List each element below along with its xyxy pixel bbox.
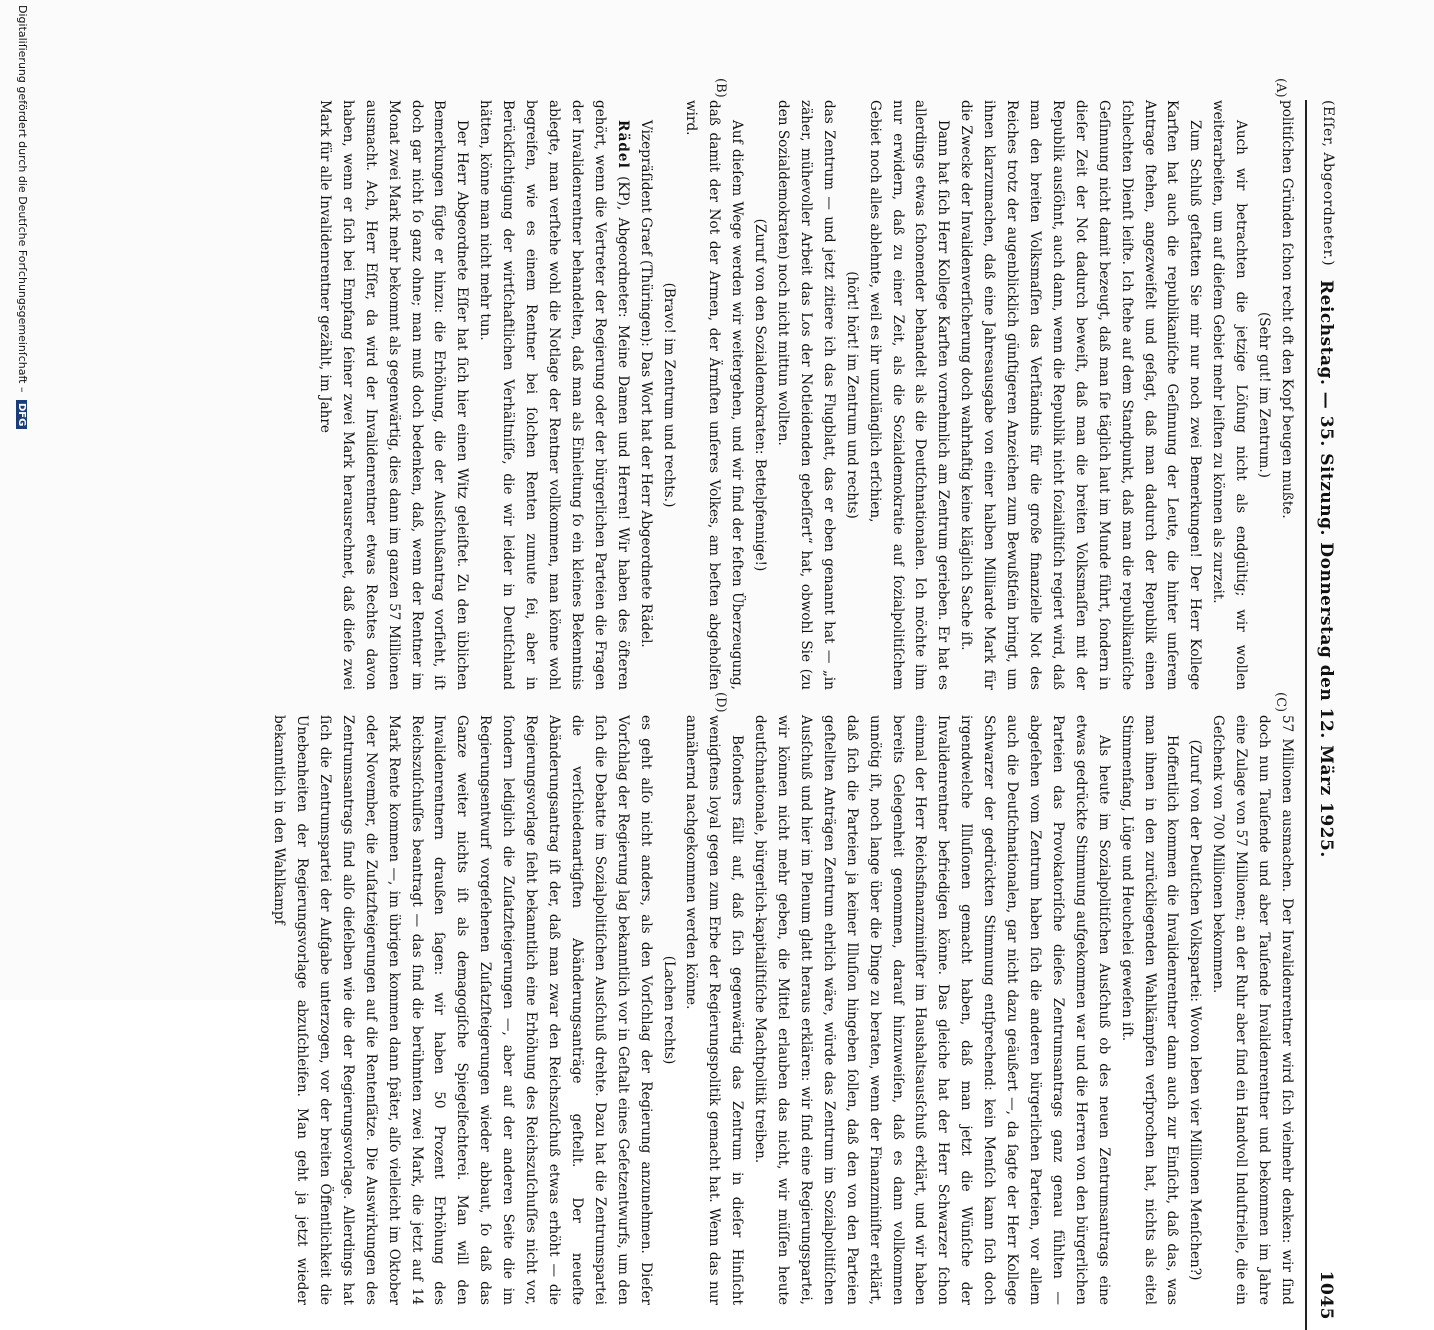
president-announcement: Vizepräſident Graef (Thüringen): Das Wort hat der Herr Abgeordnete Rädel. [637, 120, 654, 648]
margin-marker-a: (A) [1273, 78, 1288, 98]
paragraph: Auch wir betrachten die jetzige Löſung nicht als endgültig; wir wollen weiterarbeiten, um auf dieſem Gebiet mehr leiſten zu können als zurzeit. [1210, 100, 1250, 690]
digitization-credit [7, 5, 29, 1000]
speech-start [473, 100, 633, 690]
paragraph: Der Herr Abgeordnete Eſſer hat ſich hier einen Witz geleiſtet. Zu den üblichen Bemerkungen fügte er hinzu: die Erhöhung, die der Ausſchußantrag vorſieht, iſt doch gar nicht ſo ganz ohne; man muß doch bedenken, daß, wenn der Rentner im Monat zwei Mark mehr bekommt als gegenwärtig, dies dann im ganzen 57 Millionen ausmacht. Ach, Herr Eſſer, da wird der Invalidenrentner etwas Rechtes davon haben, wenn er ſich bei Empfang ſeiner zwei Mark herausrechnet, daß dieſe zwei Mark für alle Invalidenrentner gezählt, im Jahre [316, 100, 471, 690]
interjection: (Zuruf von den Sozialdemokraten: Bettelpfennige!) [752, 218, 769, 572]
page-header [1308, 100, 1336, 1320]
paragraph: es geht alſo nicht anders, als den Vorſchlag der Regierung anzunehmen. Dieſer Vorſchlag der Regierung lag bekanntlich vor in Geſtalt eines Geſetzentwurfs, um den ſich die Debatte im Sozialpolitiſchen Ausſchuß drehte. Dazu hat die Zentrumspartei die verſchiedenartigſten Abänderungsanträge geſtellt. Der neueſte Abänderungsantrag iſt der, daß man zwar den Reichszuſchuß etwas erhöht — die Regierungsvorlage ſieht bekanntlich eine Erhöhung des Reichszuſchuſſes nicht vor, ſondern lediglich die Zuſatzſteigerungen —, aber auf der anderen Seite die im Regierungsentwurf vorgeſehenen Zuſatzſteigerungen wieder abbaut, ſo daß das Ganze weiter nichts iſt als demagogiſche Spiegelfechterei. Man will den Invalidenrentnern draußen ſagen: wir haben 50 Prozent Erhöhung des Reichszuſchuſſes beantragt — das ſind die berühmten zwei Mark, die jetzt auf 14 Mark Rente kommen —, im übrigen kommen dann ſpäter, alſo vielleicht im Oktober oder November, die Zuſatzſteigerungen auf die Rentenſätze. Die Auswirkungen des Zentrumsantrags ſind alſo dieſelben wie die der Regierungsvorlage. Allerdings hat ſich die Zentrumspartei der Aufgabe unterzogen, vor der breiten Öffentlichkeit die Unebenheiten der Regierungsvorlage abzuſchleifen. Man geht ja jetzt wieder bekanntlich in den Wahlkampf [271, 715, 654, 1305]
header-title: Reichstag. — 35. Sitzung. Donnerstag den 12. März 1925. [1316, 280, 1336, 858]
interjection: (Lachen rechts) [660, 955, 677, 1065]
paragraph: das Zentrum — und jetzt zitiere ich das Flugblatt, das er eben genannt hat — „in zäher, mühevoller Arbeit das Los der Notleidenden gebeſſert“ hat, obwohl Sie (zu den Sozialdemokraten) noch nicht mittun wollten. [775, 100, 837, 690]
header-speaker-note: (Eſſer, Abgeordneter.) [1320, 100, 1336, 267]
paragraph: Als heute im Sozialpolitiſchen Ausſchuß ob des neuen Zentrumsantrags eine etwas gedrückte Stimmung aufgekommen war und die Herren von den bürgerlichen Parteien das Provokatoriſche dieſes Zentrumsantrags ganz genau fühlten — abgeſehen vom Zentrum haben ſich die anderen bürgerlichen Parteien, vor allem auch die Deutſchnationalen, gar nicht dazu geäußert —, da ſagte der Herr Kollege Schwarzer der gedrückten Stimmung entſprechend: kein Menſch kann ſich doch irgendwelche Illuſionen gemacht haben, daß man jetzt die Wünſche der Invalidenrentner befriedigen könne. Das gleiche hat der Herr Schwarzer ſchon einmal der Herr Reichsfinanzminiſter im Haushaltsausſchuß erklärt, und wir haben bereits Gelegenheit genommen, darauf hinzuweiſen, daß es dann vollkommen unnötig iſt, noch lange über die Dinge zu beraten, wenn der Finanzminiſter erklärt, daß ſich die Parteien ja keiner Illuſion hingeben ſollen, daß den von den Parteien geſtellten Anträgen Zentrum ehrlich wäre, würde das Zentrum im Sozialpolitiſchen Ausſchuß und hier im Plenum glatt heraus erklären: wir ſind eine Regierungspartei, wir können nicht mehr geben, die Mittel erlauben das nicht, wir müſſen heute deutſchnationale, bürgerlich-kapitaliſtiſche Machtpolitik treiben. [752, 715, 1112, 1305]
left-column [316, 100, 1298, 690]
paragraph: 57 Millionen ausmachen. Der Invalidenrentner wird ſich vielmehr denken: wir ſind doch nun Tauſende und aber Tauſende Invalidenrentner und bekommen im Jahre eine Zulage von 57 Millionen; an der Ruhr aber ſind ein Handvoll Induſtrielle, die ein Geſchenk von 700 Millionen bekommen. [1210, 715, 1295, 1305]
page-number: 1045 [1316, 1270, 1336, 1320]
paragraph: Beſonders fällt auf, daß ſich gegenwärtig das Zentrum in dieſer Hinſicht wenigſtens loyal gegen zum Erbe der Regierungspolitik gemacht hat. Wenn das nur annähernd nachgekommen werden könne. [683, 715, 746, 1305]
paragraph: Hoffentlich kommen die Invalidenrentner dann auch zur Einſicht, daß das, was man ihnen in den zurückliegenden Wahlkämpfen verſprochen hat, nichts als eitel Stimmenfang, Lüge und Heuchelei geweſen iſt. [1118, 715, 1181, 1305]
paragraph: Dann hat ſich Herr Kollege Karſten vornehmlich am Zentrum gerieben. Er hat es allerdings etwas ſchonender behandelt als die Deutſchnationalen. Ich möchte ihm nur erwidern, daß zu einer Zeit, als die Sozialdemokratie auf ſozialpolitiſchem Gebiet noch alles ablehnte, weil es ihr unzulänglich erſchien, [866, 100, 952, 690]
interjection: (Bravo! im Zentrum und rechts.) [660, 282, 677, 508]
dfg-logo: DFG [17, 400, 28, 429]
speech-text: (KP), Abgeordneter: Meine Damen und Herren! Wir haben des öfteren gehört, wenn die Vertreter der Regierung oder der bürgerlichen Parteien die Fragen der Invalidenrentner behandelten, daß man als Einleitung ſo ein kleines Bekenntnis ablegte, man verſtehe wohl die Notlage der Rentner vollkommen, man könne wohl begreifen, wie es einem Rentner bei ſolchen Renten zumute ſei, aber in Berückſichtigung der wirtſchaftlichen Verhältniſſe, die wir leider in Deutſchland hätten, könne man nicht mehr tun. [477, 100, 631, 690]
right-column [271, 715, 1298, 1305]
interjection: (Zuruf von der Deutſchen Volkspartei: Wovon leben vier Millionen Menſchen?) [1187, 739, 1204, 1281]
paragraph: Zum Schluß geſtatten Sie mir nur noch zwei Bemerkungen! Der Herr Kollege Karſten hat auch die republikaniſche Geſinnung der Leute, die hinter unſerem Antrage ſtehen, angezweifelt und geſagt, daß man dadurch der Republik einen ſchlechten Dienſt leiſte. Ich ſtehe auf dem Standpunkt, daß man die republikaniſche Geſinnung nicht damit bezeugt, daß man ſie täglich laut im Munde führt, ſondern in dieſer Zeit der Not dadurch beweiſt, daß man die breiten Volksmaſſen mit der Republik ausſöhnt, auch dann, wenn die Republik nicht ſozialiſtiſch regiert wird, daß man den breiten Volksmaſſen das Verſtändnis für die große finanzielle Not des Reiches trotz der augenblicklich günſtigeren Anzeichen zum Bewußtſein bringt, um ihnen klarzumachen, daß eine Jahresausgabe von einer halben Milliarde Mark für die Zwecke der Invalidenverſicherung doch wahrhaftig keine kläglich Sache iſt. [958, 100, 1204, 690]
header-rule [1305, 100, 1307, 1330]
speaker-name: Rädel [614, 120, 631, 169]
credit-text: Digitaliſierung gefördert durch die Deutſche Forſchungsgemeinſchaft – [16, 5, 29, 393]
paragraph: Auf dieſem Wege werden wir weitergehen, und wir ſind der feſten Überzeugung, daß damit der Not der Armen, der Ärmſten unſeres Volkes, am beſten abgeholfen wird. [683, 100, 746, 690]
margin-marker-b: (B) [713, 78, 728, 98]
margin-marker-c: (C) [1273, 692, 1288, 713]
margin-marker-d: (D) [713, 692, 728, 713]
interjection: (Sehr gut! im Zentrum.) [1256, 312, 1273, 478]
paragraph: politiſchen Gründen ſchon recht oft den Kopf beugen mußte. [1279, 100, 1295, 519]
interjection: (hört! hört! im Zentrum und rechts) [843, 271, 860, 519]
